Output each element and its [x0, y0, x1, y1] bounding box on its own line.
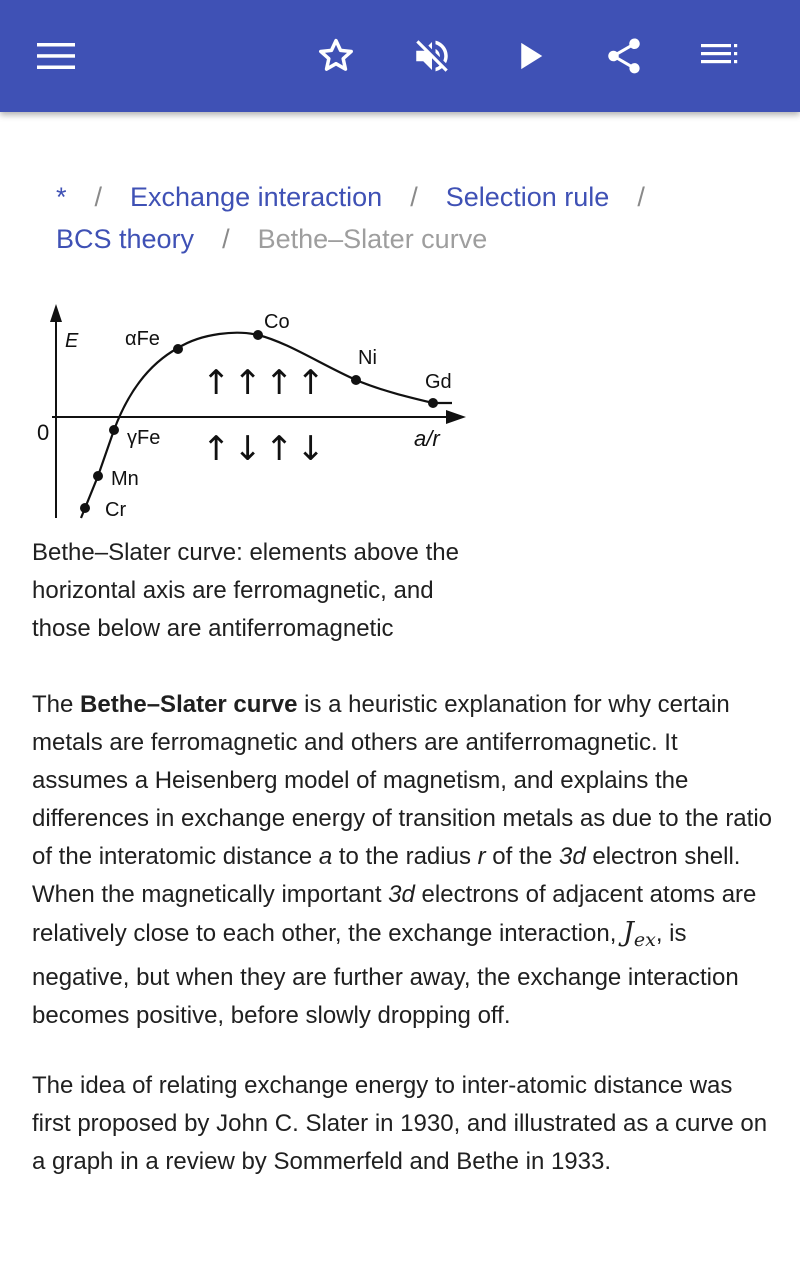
y-axis-label: E	[65, 330, 79, 352]
p1-text: to the radius	[332, 843, 478, 870]
paragraph-2: The idea of relating exchange energy to inter-atomic distance was first proposed by John C. Slater in 1930, and illustrated as a curve on a graph in a review by Sommerfeld and Bethe in 1933.	[32, 1072, 768, 1175]
breadcrumb-bcs-theory-link[interactable]: BCS theory	[56, 224, 195, 254]
y-axis-arrowhead	[50, 304, 62, 322]
breadcrumb-separator: /	[410, 182, 418, 212]
article-content	[0, 112, 800, 1280]
term-bethe-slater-curve: Bethe–Slater curve	[80, 691, 298, 718]
menu-icon	[37, 42, 75, 70]
label-gamma-fe: γFe	[127, 427, 161, 449]
volume-off-icon	[411, 35, 453, 77]
zero-label: 0	[37, 420, 50, 445]
article-body	[32, 686, 772, 1181]
p1-text: , is negative, but when they are further away, the exchange interaction becomes positive, before slowly dropping off.	[32, 920, 739, 1029]
play-button[interactable]	[502, 28, 558, 84]
math-j: J	[623, 917, 634, 948]
label-alpha-fe: αFe	[125, 328, 160, 350]
breadcrumb-separator: /	[222, 224, 230, 254]
share-button[interactable]	[596, 28, 652, 84]
label-co: Co	[264, 311, 290, 333]
p1-text: The	[32, 691, 81, 718]
data-point-gamma-fe	[109, 425, 119, 435]
p1-text: of the	[485, 843, 559, 870]
x-axis-arrowhead	[446, 410, 466, 424]
paragraph-1	[32, 686, 772, 1035]
var-r: r	[477, 843, 486, 870]
bethe-slater-figure[interactable]	[32, 300, 472, 524]
parallel-spins: ↑↑↑↑	[202, 363, 328, 403]
p1-text: is a heuristic explanation for why certain metals are ferromagnetic and others are antiferromagnetic. It assumes a Heisenberg model of magnetism, and explains the differences in exchange energy of transition metals as due to the ratio of the interatomic distance	[32, 691, 773, 870]
math-subscript-ex: ex	[633, 929, 656, 951]
p1-text: electron shell. When the magnetically important	[32, 843, 741, 908]
breadcrumb-exchange-interaction-link[interactable]: Exchange interaction	[130, 182, 383, 212]
p1-text: electrons of adjacent atoms are relatively close to each other, the exchange interaction,	[32, 881, 757, 947]
data-point-mn	[93, 471, 103, 481]
breadcrumb-home-link[interactable]: *	[56, 182, 67, 212]
app-bar	[0, 0, 800, 112]
favorite-button[interactable]	[308, 28, 364, 84]
breadcrumb-separator: /	[637, 182, 645, 212]
math-j-ex	[623, 917, 656, 951]
breadcrumb-separator: /	[94, 182, 103, 212]
figure-caption: Bethe–Slater curve: elements above the horizontal axis are ferromagnetic, and those below are antiferromagnetic	[32, 539, 459, 642]
term-3d-electrons: 3d	[388, 881, 415, 908]
data-point-cr	[80, 503, 90, 513]
data-point-gd	[428, 398, 438, 408]
data-point-co	[253, 330, 263, 340]
breadcrumb-current: Bethe–Slater curve	[257, 224, 488, 254]
data-point-ni	[351, 375, 361, 385]
label-cr: Cr	[105, 499, 127, 521]
play-icon	[509, 35, 551, 77]
playlist-icon	[700, 41, 740, 71]
label-ni: Ni	[358, 347, 377, 369]
data-point-alpha-fe	[173, 344, 183, 354]
share-icon	[603, 35, 645, 77]
label-mn: Mn	[111, 468, 139, 490]
mute-button[interactable]	[404, 28, 460, 84]
label-gd: Gd	[425, 371, 452, 393]
bethe-slater-curve	[81, 333, 452, 518]
x-axis-label: a/r	[414, 426, 440, 451]
star-icon	[315, 35, 357, 77]
breadcrumb	[56, 176, 756, 260]
var-a: a	[318, 843, 333, 870]
antiparallel-spins: ↑↓↑↓	[202, 429, 328, 469]
contents-button[interactable]	[692, 28, 748, 84]
term-3d-shell: 3d	[559, 843, 586, 870]
breadcrumb-selection-rule-link[interactable]: Selection rule	[445, 182, 610, 212]
menu-button[interactable]	[28, 28, 84, 84]
